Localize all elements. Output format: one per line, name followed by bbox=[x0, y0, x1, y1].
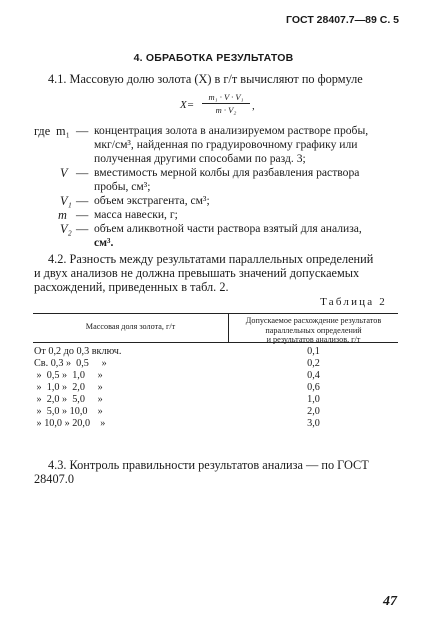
where-dash: — bbox=[76, 124, 89, 138]
table-row-value: 3,0 bbox=[307, 418, 320, 429]
formula-numerator: m₁ · V · V₁ bbox=[208, 92, 244, 102]
where-dash: — bbox=[76, 166, 89, 180]
where-text: см³. bbox=[94, 236, 114, 249]
table-col2-header-line: Допускаемое расхождение результатов bbox=[245, 316, 382, 325]
table-row-value: 0,6 bbox=[307, 382, 320, 393]
where-text: концентрация золота в анализируемом растворе пробы, bbox=[94, 124, 369, 137]
formula-tail: , bbox=[252, 100, 255, 112]
table-row-range: От 0,2 до 0,3 включ. bbox=[34, 346, 122, 357]
formula-lhs: X= bbox=[180, 99, 195, 111]
where-sym-v: V bbox=[60, 166, 68, 180]
where-intro: где bbox=[34, 124, 51, 138]
paragraph-4-1: 4.1. Массовую долю золота (X) в г/т вычисляют по формуле bbox=[48, 72, 363, 86]
table-row-range: » 0,5 » 1,0 » bbox=[34, 370, 103, 381]
table-row-value: 0,4 bbox=[307, 370, 320, 381]
table-row-range: » 1,0 » 2,0 » bbox=[34, 382, 103, 393]
table-row-value: 2,0 bbox=[307, 406, 320, 417]
where-text: объем аликвотной части раствора взятый для анализа, bbox=[94, 222, 362, 235]
paragraph-4-2-line: 4.2. Разность между результатами параллельных определений bbox=[48, 252, 374, 266]
table-col2-header-line: и результатов анализов, г/т bbox=[266, 335, 361, 344]
where-text: пробы, см³; bbox=[94, 180, 151, 193]
table-row-range: » 2,0 » 5,0 » bbox=[34, 394, 103, 405]
paragraph-4-3-line: 4.3. Контроль правильности результатов анализа — по ГОСТ bbox=[48, 458, 369, 472]
table-col2-header-line: параллельных определений bbox=[265, 326, 362, 335]
where-sym-v2: V₂ bbox=[60, 222, 72, 236]
formula-denominator: m · V₂ bbox=[215, 105, 237, 115]
where-dash: — bbox=[76, 208, 89, 222]
table-row-value: 1,0 bbox=[307, 394, 320, 405]
table-row-value: 0,1 bbox=[307, 346, 320, 357]
table-col1-header: Массовая доля золота, г/т bbox=[85, 322, 176, 331]
paragraph-4-2-line: и двух анализов не должна превышать значений допускаемых bbox=[34, 266, 360, 280]
page-mark: 47 bbox=[383, 594, 397, 609]
table-row-range: Св. 0,3 » 0,5 » bbox=[34, 358, 107, 369]
formula-fraction-line bbox=[202, 103, 250, 104]
where-sym-m: m bbox=[58, 208, 67, 222]
table-row-range: » 10,0 » 20,0 » bbox=[34, 418, 106, 429]
where-text: мкг/см³, найденная по градуировочному графику или bbox=[94, 138, 358, 151]
paragraph-4-3-line: 28407.0 bbox=[34, 472, 74, 486]
where-text: вместимость мерной колбы для разбавления раствора bbox=[94, 166, 360, 179]
table-row-range: » 5,0 » 10,0 » bbox=[34, 406, 103, 417]
section-title: 4. ОБРАБОТКА РЕЗУЛЬТАТОВ bbox=[133, 52, 294, 64]
where-dash: — bbox=[76, 194, 89, 208]
table-top-rule bbox=[33, 313, 398, 314]
page-header: ГОСТ 28407.7—89 С. 5 bbox=[286, 14, 399, 26]
table-caption: Таблица 2 bbox=[320, 296, 387, 308]
where-text: объем экстрагента, см³; bbox=[94, 194, 210, 207]
formula-fraction bbox=[202, 92, 250, 115]
where-text: масса навески, г; bbox=[94, 208, 178, 221]
paragraph-4-2-line: расхождений, приведенных в табл. 2. bbox=[34, 280, 229, 294]
where-sym-v1: V₁ bbox=[60, 194, 72, 208]
where-text: полученная другими способами по разд. 3; bbox=[94, 152, 306, 165]
where-dash: — bbox=[76, 222, 89, 236]
where-sym-m1: m₁ bbox=[56, 124, 70, 138]
table-row-value: 0,2 bbox=[307, 358, 320, 369]
